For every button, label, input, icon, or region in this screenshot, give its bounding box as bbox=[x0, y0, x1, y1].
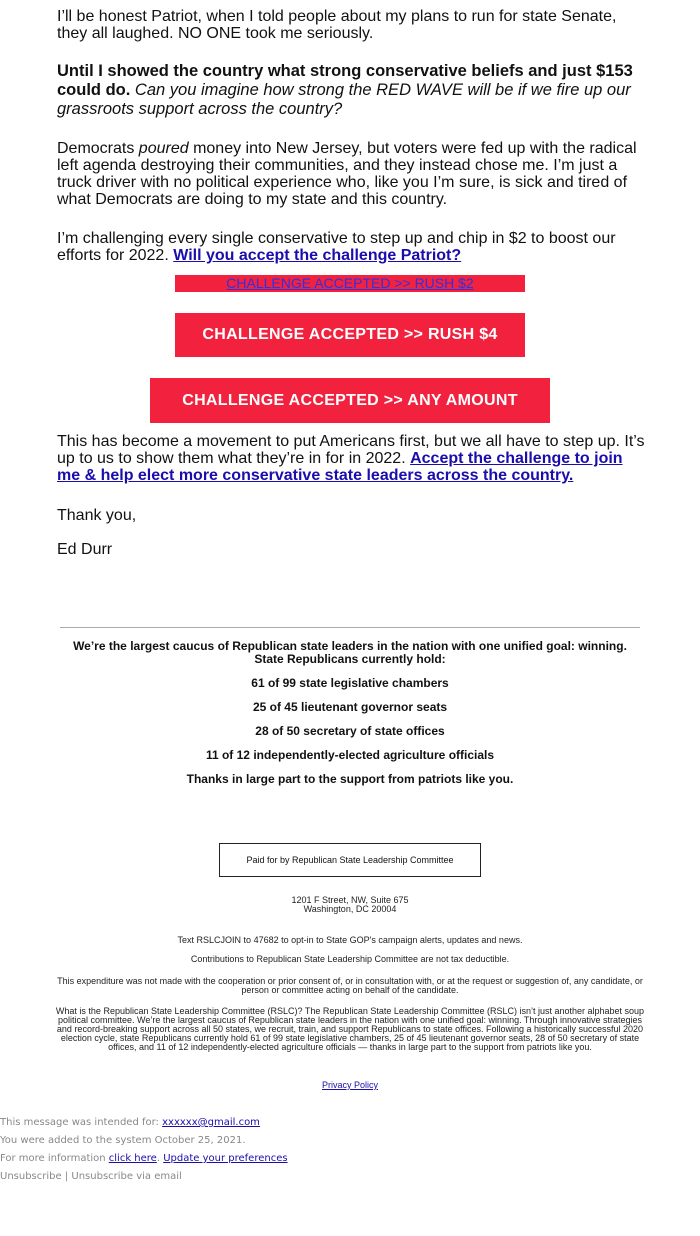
paragraph-intro bbox=[57, 8, 647, 42]
thank-you-text: Thank you, bbox=[57, 507, 137, 524]
italic-question: Can you imagine how strong the RED WAVE will be if we fire up our grassroots support across the country? bbox=[57, 81, 631, 118]
recipient-email-link[interactable]: xxxxxx@gmail.com bbox=[162, 1117, 260, 1128]
added-line: You were added to the system October 25, 2021. bbox=[0, 1135, 246, 1146]
paragraph-red-wave bbox=[57, 62, 647, 119]
p3-end: money into New Jersey, but voters were fed up with the radical left agenda destroying their communities, and they instead chose me. I’m just a truck driver with no political experience who, like you I’m sure, is sick and tired of what Democrats are doing to my state and this country. bbox=[57, 140, 637, 208]
more-info-label: For more information bbox=[0, 1153, 109, 1164]
stat-item: 28 of 50 secretary of state offices bbox=[255, 724, 445, 738]
stats-intro-line2: State Republicans currently hold: bbox=[254, 652, 446, 666]
unsubscribe-line bbox=[0, 1171, 182, 1182]
rush-2-button[interactable]: CHALLENGE ACCEPTED >> RUSH $2 bbox=[175, 275, 525, 292]
stats-intro-line1: We’re the largest caucus of Republican state leaders in the nation with one unified goal: winning. bbox=[73, 639, 627, 653]
about-rslc: What is the Republican State Leadership Committee (RSLC)? The Republican State Leadership Committee (RSLC) isn’t just another alphabet soup political committee. We’re the largest caucus of Republican state leaders in the nation with one unified goal: winning. Through innovative strategies and record-breaking support across all 50 states, we recruit, train, and support Republicans to state offices. Following a historically successful 2020 election cycle, state Republicans currently hold 61 of 99 state legislative chambers, 25 of 45 lieutenant governor seats, 28 of 50 secretary of state offices, and 11 of 12 independently-elected agriculture officials — thanks in large part to the support from patriots like you. bbox=[55, 1006, 645, 1052]
movement-text: This has become a movement to put Americans first, but we all have to step up. It’s up to us to show them what they’re in for in 2022. bbox=[57, 433, 645, 467]
paid-for-box: Paid for by Republican State Leadership Committee bbox=[219, 843, 481, 877]
signature bbox=[57, 541, 647, 558]
paragraph-challenge bbox=[57, 230, 647, 264]
stats-intro bbox=[0, 640, 700, 666]
contributions-notice: Contributions to Republican State Leadership Committee are not tax deductible. bbox=[190, 954, 510, 964]
rush-4-button[interactable]: CHALLENGE ACCEPTED >> RUSH $4 bbox=[175, 313, 525, 357]
join-me-link[interactable]: Accept the challenge to join me & help elect more conservative state leaders across the country. bbox=[57, 450, 623, 484]
accept-challenge-link[interactable]: Will you accept the challenge Patriot? bbox=[173, 247, 462, 264]
click-here-link[interactable]: click here bbox=[108, 1153, 157, 1164]
address-line2: Washington, DC 20004 bbox=[303, 904, 397, 914]
paragraph-movement bbox=[57, 433, 647, 484]
intended-label: This message was intended for: bbox=[0, 1117, 163, 1128]
privacy-wrap bbox=[50, 1081, 650, 1090]
section-divider bbox=[60, 627, 640, 628]
privacy-policy-link[interactable]: Privacy Policy bbox=[321, 1080, 378, 1090]
stats-closing: Thanks in large part to the support from patriots like you. bbox=[186, 772, 514, 786]
bold-statement: Until I showed the country what strong conservative beliefs and just $153 could do. bbox=[57, 62, 633, 99]
signature-name: Ed Durr bbox=[57, 541, 113, 558]
challenge-text: I’m challenging every single conservative to step up and chip in $2 to boost our efforts for 2022. bbox=[57, 230, 616, 264]
p3-emphasis: poured bbox=[138, 140, 189, 157]
expenditure-notice: This expenditure was not made with the cooperation or prior consent of, or in consultation with, or at the request or suggestion of, any candidate, or person or committee acting on behalf of the candidate. bbox=[57, 976, 643, 995]
update-preferences-link[interactable]: Update your preferences bbox=[163, 1153, 288, 1164]
more-info-line bbox=[0, 1153, 288, 1164]
unsubscribe-separator: | bbox=[61, 1171, 72, 1182]
paragraph-democrats bbox=[57, 140, 647, 208]
intro-text: I’ll be honest Patriot, when I told people about my plans to run for state Senate, they all laughed. NO ONE took me seriously. bbox=[57, 8, 617, 42]
stat-item: 61 of 99 state legislative chambers bbox=[251, 676, 449, 690]
unsubscribe-email-link[interactable]: Unsubscribe via email bbox=[71, 1171, 182, 1182]
unsubscribe-link[interactable]: Unsubscribe bbox=[0, 1171, 62, 1182]
stat-item: 25 of 45 lieutenant governor seats bbox=[252, 700, 448, 714]
more-info-period: . bbox=[156, 1153, 164, 1164]
any-amount-button[interactable]: CHALLENGE ACCEPTED >> ANY AMOUNT bbox=[150, 378, 550, 423]
stat-item: 11 of 12 independently-elected agriculture officials bbox=[205, 748, 495, 762]
address bbox=[50, 896, 650, 914]
thanks-line bbox=[57, 507, 647, 524]
address-line1: 1201 F Street, NW, Suite 675 bbox=[291, 895, 409, 905]
p3-start: Democrats bbox=[57, 140, 139, 157]
intended-for-line bbox=[0, 1117, 260, 1128]
text-optin: Text RSLCJOIN to 47682 to opt-in to State GOP's campaign alerts, updates and news. bbox=[177, 935, 523, 945]
